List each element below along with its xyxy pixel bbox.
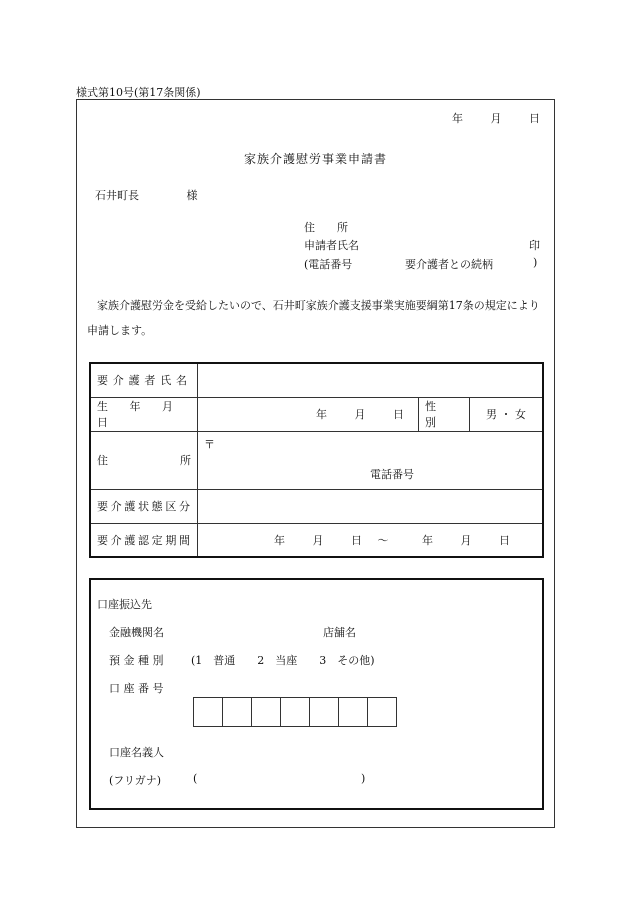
applicant-name-label: 申請者氏名 [304, 239, 359, 252]
branch-label: 店舗名 [323, 626, 356, 639]
care-period-label: 要介護認定期間 [90, 523, 198, 557]
account-number-boxes[interactable] [193, 697, 397, 727]
form-title: 家族介護慰労事業申請書 [243, 152, 387, 166]
address-label: 住 所 [90, 431, 198, 489]
sex-field[interactable]: 男 ・ 女 [470, 397, 544, 431]
applicant-phone-label: (電話番号 [304, 258, 353, 271]
account-digit-box[interactable] [339, 698, 368, 726]
addressee-name: 石井町長 [95, 189, 139, 202]
care-level-field[interactable] [198, 489, 544, 523]
date-day-label: 日 [529, 112, 540, 125]
application-statement: 家族介護慰労金を受給したいので、石井町家族介護支援事業実施要綱第17条の規定により申請します。 [87, 299, 540, 337]
account-holder-label: 口座名義人 [109, 746, 164, 759]
applicant-address-label: 住 所 [304, 221, 348, 234]
account-digit-box[interactable] [368, 698, 396, 726]
account-digit-box[interactable] [223, 698, 252, 726]
date-month-label: 月 [490, 112, 502, 125]
sex-label: 性別 [419, 397, 470, 431]
date-header [430, 110, 540, 126]
institution-label: 金融機関名 [109, 626, 164, 639]
addressee-honorific: 様 [186, 189, 198, 202]
applicant-close-paren: ) [533, 256, 538, 269]
bank-transfer-section [89, 578, 544, 810]
account-digit-box[interactable] [310, 698, 339, 726]
table-row [90, 489, 543, 523]
furigana-label: (フリガナ) [109, 774, 162, 787]
care-name-field[interactable] [198, 363, 544, 397]
care-period-field[interactable]: 年 月 日 ～ 年 月 日 [198, 523, 544, 557]
account-digit-box[interactable] [281, 698, 310, 726]
furigana-open-paren: ( [193, 772, 198, 785]
account-digit-box[interactable] [252, 698, 281, 726]
deposit-type-options[interactable]: (1 普通 2 当座 3 その他) [191, 654, 375, 667]
form-number-label: 様式第10号(第17条関係) [76, 86, 201, 99]
bank-heading: 口座振込先 [97, 598, 152, 611]
furigana-close-paren: ) [361, 772, 366, 785]
form-frame [76, 99, 555, 828]
deposit-type-label: 預 金 種 別 [109, 654, 164, 667]
addressee [95, 187, 198, 203]
account-digit-box[interactable] [194, 698, 223, 726]
birth-label: 生年月日 [90, 397, 198, 431]
table-row [90, 523, 543, 557]
table-row [90, 363, 543, 397]
care-name-label: 要介護者氏名 [90, 363, 198, 397]
relation-label: 要介護者との続柄 [405, 258, 493, 271]
table-row [90, 397, 543, 431]
address-phone-label: 電話番号 [370, 467, 414, 481]
seal-mark: 印 [529, 239, 540, 252]
postal-mark: 〒 [204, 437, 215, 451]
account-number-label: 口 座 番 号 [109, 682, 164, 695]
table-row [90, 431, 543, 489]
care-level-label: 要介護状態区分 [90, 489, 198, 523]
birth-date-field[interactable]: 年 月 日 [198, 397, 419, 431]
date-year-label: 年 [452, 112, 463, 125]
care-recipient-table [89, 362, 544, 558]
address-field[interactable] [198, 431, 544, 489]
